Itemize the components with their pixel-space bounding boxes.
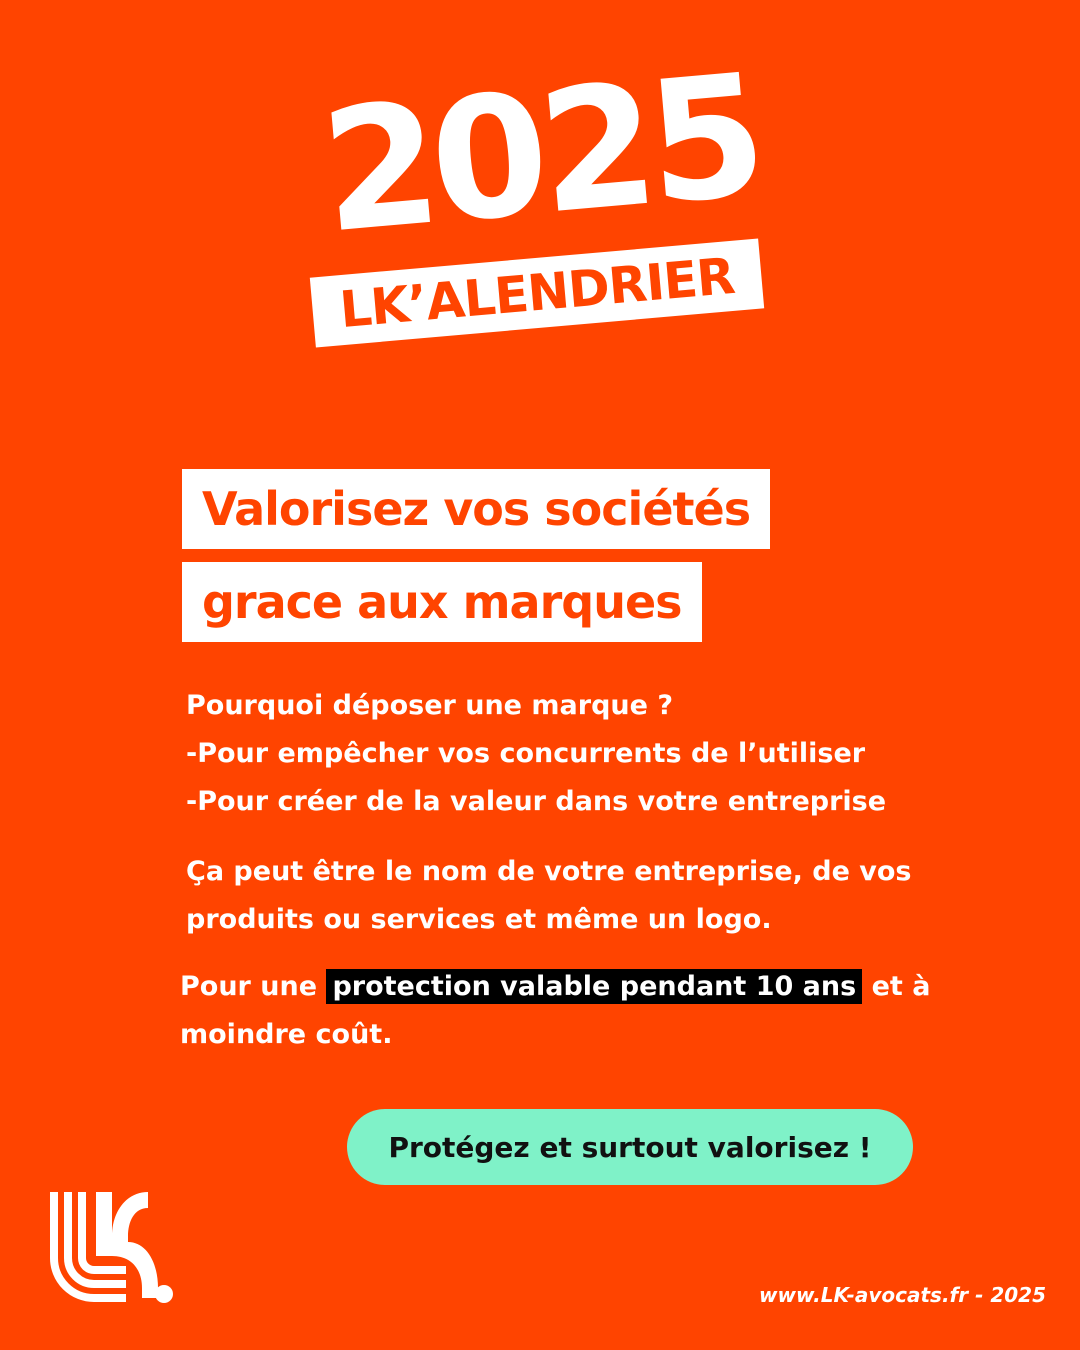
protection-after: et à <box>862 971 931 1002</box>
title-line-2: grace aux marques <box>182 562 702 642</box>
header <box>0 0 1080 400</box>
protection-line-1 <box>180 963 930 1011</box>
protection-highlight: protection valable pendant 10 ans <box>326 969 862 1004</box>
title-line-1: Valorisez vos sociétés <box>182 469 770 549</box>
why-question: Pourquoi déposer une marque ? <box>186 690 673 721</box>
protection-block <box>180 963 930 1059</box>
protection-line-2: moindre coût. <box>180 1019 393 1050</box>
year-title: 2025 <box>314 37 766 271</box>
why-reason-1: -Pour empêcher vos concurrents de l’utiliser <box>186 738 866 769</box>
why-block <box>186 682 886 826</box>
cta-button[interactable]: Protégez et surtout valorisez ! <box>347 1109 913 1185</box>
name-line-1: Ça peut être le nom de votre entreprise, de vos <box>186 856 912 887</box>
name-line-2: produits ou services et même un logo. <box>186 904 772 935</box>
footer-website[interactable]: www.LK-avocats.fr - 2025 <box>759 1283 1046 1307</box>
calendar-badge-label: LK’ALENDRIER <box>337 246 737 340</box>
why-reason-2: -Pour créer de la valeur dans votre entreprise <box>186 786 887 817</box>
protection-before: Pour une <box>180 971 327 1002</box>
lk-logo-icon <box>46 1192 174 1306</box>
name-block <box>186 848 912 944</box>
